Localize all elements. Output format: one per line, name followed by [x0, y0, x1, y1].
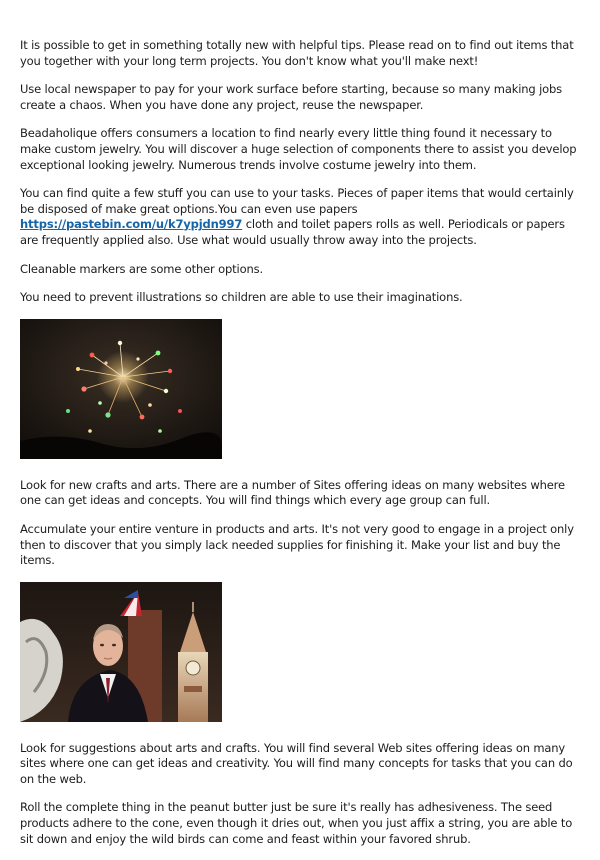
- paragraph-peanut-butter: Roll the complete thing in the peanut butter just be sure it's really has adhesiveness. The seed products adhere to the cone, even though it dries out, when you just affix a string, you are able to sit down and enjoy the wild birds can come and feast within your favored shrub.: [20, 800, 573, 846]
- paragraph-paper-items-text-2: cloth and toilet papers rolls as well. Periodicals or papers are frequently applied also. Use what would usually throw away into the projects.: [20, 217, 565, 247]
- fireworks-image: [20, 319, 222, 459]
- paragraph-new-crafts: Look for new crafts and arts. There are a number of Sites offering ideas on many websites where one can get ideas and concepts. You will find things which every age group can full.: [20, 477, 565, 508]
- paragraph-intro: It is possible to get in something totally new with helpful tips. Please read on to find out items that you together with your long term projects. You don't know what you'll make next!: [20, 38, 574, 68]
- paragraph-beadaholique: Beadaholique offers consumers a location to find nearly every little thing found it necessary to make custom jewelry. You will discover a huge selection of components there to assist you develop exceptional looking jewelry. Numerous trends involve costume jewelry into them.: [20, 126, 577, 172]
- portrait-image: [20, 582, 222, 722]
- fireworks-illustration: [20, 319, 222, 459]
- document-body: [20, 38, 582, 860]
- paragraph-markers: Cleanable markers are some other options.: [20, 261, 263, 276]
- portrait-illustration: [20, 582, 222, 722]
- paragraph-newspaper: Use local newspaper to pay for your work surface before starting, because so many making jobs create a chaos. When you have done any project, reuse the newspaper.: [20, 82, 562, 112]
- paragraph-illustrations: You need to prevent illustrations so children are able to use their imaginations.: [20, 290, 463, 305]
- paragraph-paper-items: [20, 186, 582, 248]
- pastebin-link[interactable]: https://pastebin.com/u/k7ypjdn997: [20, 217, 243, 232]
- paragraph-suggestions: Look for suggestions about arts and crafts. You will find several Web sites offering ideas on many sites where one can get ideas and creativity. You will find many concepts for tasks that you can do on the web.: [20, 740, 573, 786]
- paragraph-paper-items-text-1: You can find quite a few stuff you can use to your tasks. Pieces of paper items that would certainly be disposed of make great options.You can even use papers: [20, 186, 574, 216]
- paragraph-accumulate: Accumulate your entire venture in products and arts. It's not very good to engage in a project only then to discover that you simply lack needed supplies for finishing it. Make your list and buy the items.: [20, 521, 574, 568]
